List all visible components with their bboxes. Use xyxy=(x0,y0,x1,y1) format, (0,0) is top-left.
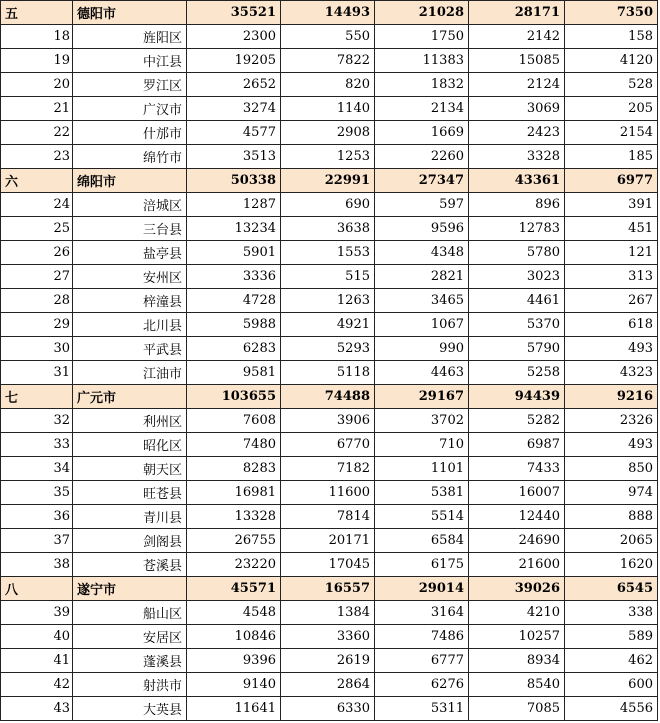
value-cell-5: 618 xyxy=(565,313,658,337)
value-cell-5: 451 xyxy=(565,217,658,241)
value-cell-1: 50338 xyxy=(187,169,281,193)
value-cell-5: 528 xyxy=(565,73,658,97)
region-name-cell: 剑阁县 xyxy=(73,529,187,553)
table-row xyxy=(1,265,658,289)
value-cell-5: 7350 xyxy=(565,1,658,25)
table-row xyxy=(1,409,658,433)
seq-cell: 24 xyxy=(1,193,73,217)
value-cell-2: 5118 xyxy=(281,361,375,385)
value-cell-3: 2260 xyxy=(375,145,469,169)
value-cell-5: 493 xyxy=(565,337,658,361)
value-cell-5: 158 xyxy=(565,25,658,49)
value-cell-5: 9216 xyxy=(565,385,658,409)
table-row xyxy=(1,625,658,649)
seq-cell: 34 xyxy=(1,457,73,481)
region-name-cell: 广汉市 xyxy=(73,97,187,121)
seq-cell: 七 xyxy=(1,385,73,409)
value-cell-3: 2821 xyxy=(375,265,469,289)
value-cell-2: 7814 xyxy=(281,505,375,529)
table-row xyxy=(1,601,658,625)
value-cell-5: 4323 xyxy=(565,361,658,385)
value-cell-5: 589 xyxy=(565,625,658,649)
value-cell-2: 1253 xyxy=(281,145,375,169)
value-cell-2: 22991 xyxy=(281,169,375,193)
value-cell-1: 23220 xyxy=(187,553,281,577)
value-cell-4: 94439 xyxy=(469,385,565,409)
value-cell-3: 990 xyxy=(375,337,469,361)
value-cell-4: 8540 xyxy=(469,673,565,697)
value-cell-1: 9140 xyxy=(187,673,281,697)
region-name-cell: 三台县 xyxy=(73,217,187,241)
value-cell-5: 4120 xyxy=(565,49,658,73)
value-cell-4: 10257 xyxy=(469,625,565,649)
seq-cell: 19 xyxy=(1,49,73,73)
table-row xyxy=(1,673,658,697)
value-cell-3: 5514 xyxy=(375,505,469,529)
value-cell-5: 338 xyxy=(565,601,658,625)
region-name-cell: 梓潼县 xyxy=(73,289,187,313)
value-cell-5: 2326 xyxy=(565,409,658,433)
table-row xyxy=(1,649,658,673)
region-name-cell: 安州区 xyxy=(73,265,187,289)
value-cell-3: 11383 xyxy=(375,49,469,73)
seq-cell: 36 xyxy=(1,505,73,529)
seq-cell: 33 xyxy=(1,433,73,457)
value-cell-1: 3336 xyxy=(187,265,281,289)
region-name-cell: 德阳市 xyxy=(73,1,187,25)
value-cell-4: 896 xyxy=(469,193,565,217)
value-cell-4: 7433 xyxy=(469,457,565,481)
value-cell-1: 13234 xyxy=(187,217,281,241)
value-cell-1: 7480 xyxy=(187,433,281,457)
value-cell-1: 5901 xyxy=(187,241,281,265)
value-cell-3: 5311 xyxy=(375,697,469,721)
value-cell-4: 2124 xyxy=(469,73,565,97)
table-row xyxy=(1,433,658,457)
value-cell-4: 28171 xyxy=(469,1,565,25)
value-cell-3: 1669 xyxy=(375,121,469,145)
seq-cell: 27 xyxy=(1,265,73,289)
seq-cell: 25 xyxy=(1,217,73,241)
group-row xyxy=(1,577,658,601)
value-cell-4: 3069 xyxy=(469,97,565,121)
value-cell-2: 2619 xyxy=(281,649,375,673)
value-cell-1: 9581 xyxy=(187,361,281,385)
value-cell-5: 974 xyxy=(565,481,658,505)
table-row xyxy=(1,337,658,361)
seq-cell: 32 xyxy=(1,409,73,433)
value-cell-5: 205 xyxy=(565,97,658,121)
group-row xyxy=(1,385,658,409)
value-cell-4: 39026 xyxy=(469,577,565,601)
region-name-cell: 江油市 xyxy=(73,361,187,385)
value-cell-3: 6276 xyxy=(375,673,469,697)
value-cell-2: 2908 xyxy=(281,121,375,145)
table-row xyxy=(1,217,658,241)
region-name-cell: 昭化区 xyxy=(73,433,187,457)
value-cell-2: 820 xyxy=(281,73,375,97)
table-row xyxy=(1,505,658,529)
seq-cell: 八 xyxy=(1,577,73,601)
region-name-cell: 中江县 xyxy=(73,49,187,73)
seq-cell: 18 xyxy=(1,25,73,49)
value-cell-4: 5258 xyxy=(469,361,565,385)
value-cell-5: 267 xyxy=(565,289,658,313)
value-cell-2: 3638 xyxy=(281,217,375,241)
value-cell-1: 3274 xyxy=(187,97,281,121)
value-cell-2: 20171 xyxy=(281,529,375,553)
table-row xyxy=(1,121,658,145)
value-cell-5: 121 xyxy=(565,241,658,265)
value-cell-1: 13328 xyxy=(187,505,281,529)
value-cell-4: 24690 xyxy=(469,529,565,553)
region-name-cell: 苍溪县 xyxy=(73,553,187,577)
value-cell-1: 6283 xyxy=(187,337,281,361)
value-cell-2: 7182 xyxy=(281,457,375,481)
value-cell-2: 3906 xyxy=(281,409,375,433)
table-row xyxy=(1,457,658,481)
seq-cell: 42 xyxy=(1,673,73,697)
value-cell-1: 4548 xyxy=(187,601,281,625)
value-cell-5: 462 xyxy=(565,649,658,673)
region-name-cell: 旺苍县 xyxy=(73,481,187,505)
seq-cell: 六 xyxy=(1,169,73,193)
value-cell-3: 4348 xyxy=(375,241,469,265)
value-cell-2: 6330 xyxy=(281,697,375,721)
value-cell-3: 1067 xyxy=(375,313,469,337)
value-cell-2: 515 xyxy=(281,265,375,289)
seq-cell: 30 xyxy=(1,337,73,361)
seq-cell: 38 xyxy=(1,553,73,577)
value-cell-3: 9596 xyxy=(375,217,469,241)
value-cell-2: 690 xyxy=(281,193,375,217)
value-cell-5: 1620 xyxy=(565,553,658,577)
value-cell-4: 2423 xyxy=(469,121,565,145)
value-cell-5: 850 xyxy=(565,457,658,481)
region-name-cell: 绵阳市 xyxy=(73,169,187,193)
region-name-cell: 利州区 xyxy=(73,409,187,433)
value-cell-5: 493 xyxy=(565,433,658,457)
value-cell-5: 2154 xyxy=(565,121,658,145)
value-cell-4: 8934 xyxy=(469,649,565,673)
table-row xyxy=(1,49,658,73)
table-row xyxy=(1,697,658,721)
value-cell-3: 1832 xyxy=(375,73,469,97)
value-cell-1: 103655 xyxy=(187,385,281,409)
value-cell-3: 3465 xyxy=(375,289,469,313)
value-cell-1: 4728 xyxy=(187,289,281,313)
region-name-cell: 射洪市 xyxy=(73,673,187,697)
value-cell-5: 888 xyxy=(565,505,658,529)
value-cell-5: 6545 xyxy=(565,577,658,601)
table-row xyxy=(1,145,658,169)
region-name-cell: 安居区 xyxy=(73,625,187,649)
value-cell-4: 4461 xyxy=(469,289,565,313)
seq-cell: 40 xyxy=(1,625,73,649)
value-cell-3: 27347 xyxy=(375,169,469,193)
region-name-cell: 船山区 xyxy=(73,601,187,625)
seq-cell: 37 xyxy=(1,529,73,553)
value-cell-4: 15085 xyxy=(469,49,565,73)
seq-cell: 五 xyxy=(1,1,73,25)
table-row xyxy=(1,529,658,553)
region-name-cell: 遂宁市 xyxy=(73,577,187,601)
value-cell-4: 4210 xyxy=(469,601,565,625)
value-cell-4: 5790 xyxy=(469,337,565,361)
seq-cell: 20 xyxy=(1,73,73,97)
value-cell-2: 2864 xyxy=(281,673,375,697)
table-row xyxy=(1,313,658,337)
table-row xyxy=(1,97,658,121)
value-cell-4: 6987 xyxy=(469,433,565,457)
value-cell-2: 550 xyxy=(281,25,375,49)
seq-cell: 31 xyxy=(1,361,73,385)
table-body xyxy=(1,1,658,721)
value-cell-4: 16007 xyxy=(469,481,565,505)
table-row xyxy=(1,241,658,265)
value-cell-3: 1750 xyxy=(375,25,469,49)
seq-cell: 41 xyxy=(1,649,73,673)
table-row xyxy=(1,25,658,49)
region-name-cell: 平武县 xyxy=(73,337,187,361)
value-cell-1: 2300 xyxy=(187,25,281,49)
value-cell-3: 6777 xyxy=(375,649,469,673)
value-cell-1: 35521 xyxy=(187,1,281,25)
value-cell-3: 1101 xyxy=(375,457,469,481)
table-row xyxy=(1,481,658,505)
value-cell-2: 1263 xyxy=(281,289,375,313)
seq-cell: 21 xyxy=(1,97,73,121)
region-name-cell: 涪城区 xyxy=(73,193,187,217)
region-name-cell: 北川县 xyxy=(73,313,187,337)
value-cell-5: 185 xyxy=(565,145,658,169)
value-cell-4: 3023 xyxy=(469,265,565,289)
value-cell-1: 16981 xyxy=(187,481,281,505)
seq-cell: 28 xyxy=(1,289,73,313)
table-row xyxy=(1,289,658,313)
value-cell-2: 3360 xyxy=(281,625,375,649)
region-name-cell: 什邡市 xyxy=(73,121,187,145)
value-cell-2: 74488 xyxy=(281,385,375,409)
value-cell-2: 7822 xyxy=(281,49,375,73)
value-cell-3: 7486 xyxy=(375,625,469,649)
value-cell-5: 600 xyxy=(565,673,658,697)
value-cell-4: 43361 xyxy=(469,169,565,193)
value-cell-3: 3702 xyxy=(375,409,469,433)
group-row xyxy=(1,1,658,25)
value-cell-2: 16557 xyxy=(281,577,375,601)
value-cell-1: 19205 xyxy=(187,49,281,73)
region-name-cell: 旌阳区 xyxy=(73,25,187,49)
value-cell-4: 12783 xyxy=(469,217,565,241)
value-cell-2: 6770 xyxy=(281,433,375,457)
value-cell-1: 4577 xyxy=(187,121,281,145)
value-cell-1: 8283 xyxy=(187,457,281,481)
region-name-cell: 朝天区 xyxy=(73,457,187,481)
value-cell-1: 2652 xyxy=(187,73,281,97)
seq-cell: 22 xyxy=(1,121,73,145)
table-row xyxy=(1,361,658,385)
seq-cell: 43 xyxy=(1,697,73,721)
value-cell-2: 1553 xyxy=(281,241,375,265)
value-cell-3: 597 xyxy=(375,193,469,217)
value-cell-5: 391 xyxy=(565,193,658,217)
value-cell-4: 5370 xyxy=(469,313,565,337)
seq-cell: 23 xyxy=(1,145,73,169)
value-cell-4: 2142 xyxy=(469,25,565,49)
table-row xyxy=(1,193,658,217)
value-cell-3: 4463 xyxy=(375,361,469,385)
region-name-cell: 罗江区 xyxy=(73,73,187,97)
value-cell-1: 11641 xyxy=(187,697,281,721)
value-cell-1: 3513 xyxy=(187,145,281,169)
region-name-cell: 青川县 xyxy=(73,505,187,529)
value-cell-1: 26755 xyxy=(187,529,281,553)
table-row xyxy=(1,73,658,97)
value-cell-3: 29167 xyxy=(375,385,469,409)
value-cell-3: 3164 xyxy=(375,601,469,625)
value-cell-4: 21600 xyxy=(469,553,565,577)
value-cell-1: 7608 xyxy=(187,409,281,433)
value-cell-2: 17045 xyxy=(281,553,375,577)
value-cell-3: 710 xyxy=(375,433,469,457)
value-cell-5: 4556 xyxy=(565,697,658,721)
value-cell-2: 14493 xyxy=(281,1,375,25)
region-name-cell: 盐亭县 xyxy=(73,241,187,265)
seq-cell: 39 xyxy=(1,601,73,625)
value-cell-2: 1140 xyxy=(281,97,375,121)
seq-cell: 29 xyxy=(1,313,73,337)
value-cell-1: 10846 xyxy=(187,625,281,649)
value-cell-1: 45571 xyxy=(187,577,281,601)
value-cell-3: 6175 xyxy=(375,553,469,577)
value-cell-3: 5381 xyxy=(375,481,469,505)
value-cell-2: 11600 xyxy=(281,481,375,505)
region-name-cell: 广元市 xyxy=(73,385,187,409)
value-cell-5: 313 xyxy=(565,265,658,289)
value-cell-1: 1287 xyxy=(187,193,281,217)
value-cell-4: 3328 xyxy=(469,145,565,169)
value-cell-5: 2065 xyxy=(565,529,658,553)
value-cell-1: 5988 xyxy=(187,313,281,337)
value-cell-3: 6584 xyxy=(375,529,469,553)
group-row xyxy=(1,169,658,193)
region-name-cell: 蓬溪县 xyxy=(73,649,187,673)
value-cell-1: 9396 xyxy=(187,649,281,673)
seq-cell: 35 xyxy=(1,481,73,505)
value-cell-4: 5282 xyxy=(469,409,565,433)
value-cell-2: 5293 xyxy=(281,337,375,361)
value-cell-5: 6977 xyxy=(565,169,658,193)
value-cell-2: 4921 xyxy=(281,313,375,337)
value-cell-3: 2134 xyxy=(375,97,469,121)
value-cell-2: 1384 xyxy=(281,601,375,625)
region-name-cell: 绵竹市 xyxy=(73,145,187,169)
value-cell-3: 21028 xyxy=(375,1,469,25)
seq-cell: 26 xyxy=(1,241,73,265)
value-cell-4: 7085 xyxy=(469,697,565,721)
value-cell-4: 5780 xyxy=(469,241,565,265)
region-name-cell: 大英县 xyxy=(73,697,187,721)
value-cell-3: 29014 xyxy=(375,577,469,601)
value-cell-4: 12440 xyxy=(469,505,565,529)
table-row xyxy=(1,553,658,577)
